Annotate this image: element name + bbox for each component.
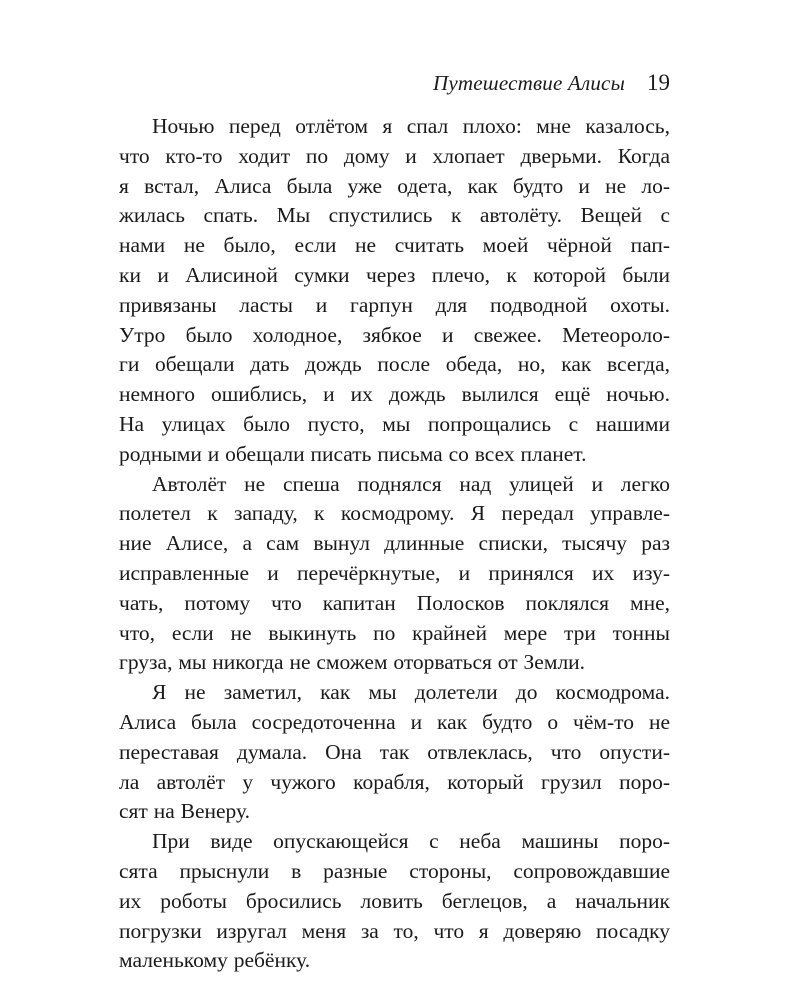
page-number: 19 — [647, 70, 670, 95]
text-line: чать, потому что капитан Полосков поклялся мне, — [119, 590, 670, 615]
text-line: маленькому ребёнку. — [119, 948, 311, 973]
text-line: родными и обещали писать письма со всех планет. — [119, 441, 587, 466]
text-line: ние Алисе, а сам вынул длинные списки, тысячу раз — [119, 531, 670, 556]
paragraph — [86, 827, 670, 976]
text-line: погрузки изругал меня за то, что я доверяю посадку — [119, 918, 670, 943]
text-line: нами не было, если не считать моей чёрной пап- — [119, 233, 670, 258]
text-line: что, если не выкинуть по крайней мере три тонны — [119, 620, 670, 645]
body-text — [86, 112, 670, 976]
text-line: Утро было холодное, зябкое и свежее. Метеороло- — [119, 322, 670, 347]
text-line: груза, мы никогда не сможем оторваться от Земли. — [119, 650, 586, 675]
text-line: исправленные и перечёркнутые, и принялся их изу- — [119, 560, 670, 585]
text-line: ла автолёт у чужого корабля, который грузил поро- — [119, 769, 670, 794]
text-line: привязаны ласты и гарпун для подводной охоты. — [119, 292, 670, 317]
text-line: переставая думала. Она так отвлеклась, что опусти- — [119, 739, 670, 764]
text-line: полетел к западу, к космодрому. Я передал управле- — [119, 501, 670, 526]
text-line: сят на Венеру. — [119, 799, 250, 824]
text-line: немного ошиблись, и их дождь вылился ещё ночью. — [119, 382, 670, 407]
text-line: Ночью перед отлётом я спал плохо: мне казалось, — [152, 114, 670, 138]
text-line: я встал, Алиса была уже одета, как будто и не ло- — [119, 173, 670, 198]
text-line: их роботы бросились ловить беглецов, а начальник — [119, 888, 670, 913]
text-line: сята прыснули в разные стороны, сопровождавшие — [119, 858, 670, 883]
running-head — [86, 70, 670, 100]
text-line: ки и Алисиной сумки через плечо, к которой были — [119, 262, 670, 287]
text-line: Алиса была сосредоточенна и как будто о чём-то не — [119, 709, 670, 734]
text-line: На улицах было пусто, мы попрощались с нашими — [119, 411, 670, 436]
running-title: Путешествие Алисы — [433, 71, 625, 95]
text-line: жилась спать. Мы спустились к автолёту. Вещей с — [119, 203, 670, 228]
paragraph — [86, 470, 670, 679]
paragraph — [86, 112, 670, 470]
text-line: Автолёт не спеша поднялся над улицей и легко — [152, 471, 670, 496]
text-line: Я не заметил, как мы долетели до космодрома. — [152, 680, 670, 705]
text-line: При виде опускающейся с неба машины поро- — [152, 829, 670, 854]
text-line: ги обещали дать дождь после обеда, но, как всегда, — [119, 352, 670, 377]
text-line: что кто-то ходит по дому и хлопает дверьми. Когда — [119, 143, 670, 168]
paragraph — [86, 678, 670, 827]
